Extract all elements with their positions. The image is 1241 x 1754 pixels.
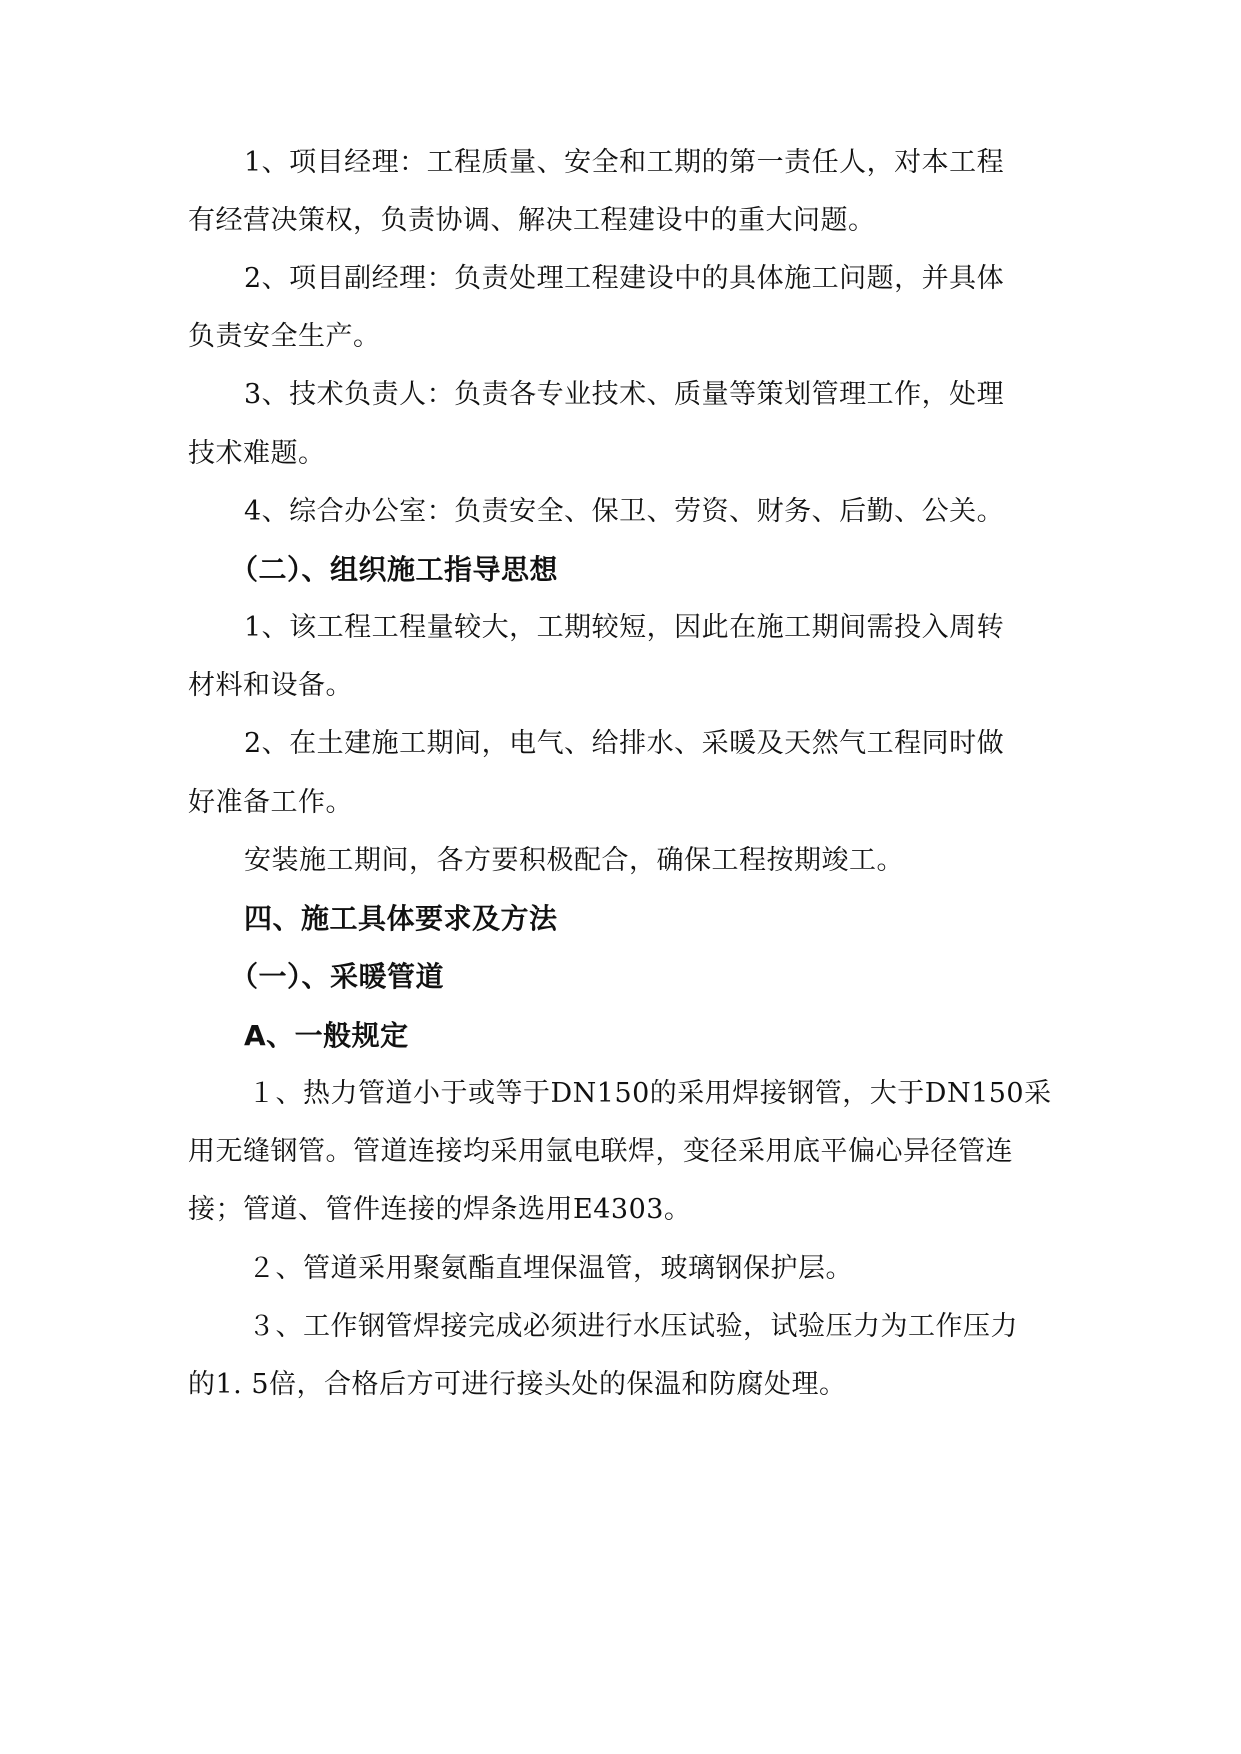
- paragraph-line: 安装施工期间，各方要积极配合，确保工程按期竣工。: [244, 845, 904, 876]
- section-heading: （二）、组织施工指导思想: [230, 553, 559, 586]
- paragraph-line: 的1. 5倍，合格后方可进行接头处的保温和防腐处理。: [188, 1369, 847, 1400]
- paragraph-line: 有经营决策权，负责协调、解决工程建设中的重大问题。: [188, 205, 876, 236]
- chapter-heading: 四、施工具体要求及方法: [244, 902, 558, 935]
- paragraph-line: １、热力管道小于或等于DN150的采用焊接钢管，大于DN150采: [248, 1078, 1052, 1109]
- paragraph-line: 材料和设备。: [188, 670, 353, 701]
- paragraph-line: 2、项目副经理：负责处理工程建设中的具体施工问题，并具体: [244, 263, 1005, 294]
- paragraph-line: 用无缝钢管。管道连接均采用氩电联焊，变径采用底平偏心异径管连: [188, 1136, 1013, 1167]
- paragraph-line: ３、工作钢管焊接完成必须进行水压试验，试验压力为工作压力: [248, 1311, 1018, 1342]
- paragraph-line: 技术难题。: [188, 438, 326, 469]
- paragraph-line: 1、该工程工程量较大，工期较短，因此在施工期间需投入周转: [244, 612, 1005, 643]
- paragraph-line: 接；管道、管件连接的焊条选用E4303。: [188, 1194, 692, 1225]
- paragraph-line: 1、项目经理：工程质量、安全和工期的第一责任人，对本工程: [244, 147, 1005, 178]
- paragraph-line: 好准备工作。: [188, 787, 353, 818]
- subsection-heading: A、一般规定: [244, 1019, 409, 1052]
- paragraph-line: 负责安全生产。: [188, 321, 381, 352]
- paragraph-line: ２、管道采用聚氨酯直埋保温管，玻璃钢保护层。: [248, 1253, 853, 1284]
- paragraph-line: 4、综合办公室：负责安全、保卫、劳资、财务、后勤、公关。: [244, 496, 1005, 527]
- section-heading: （一）、采暖管道: [230, 960, 445, 993]
- paragraph-line: 3、技术负责人：负责各专业技术、质量等策划管理工作，处理: [244, 379, 1005, 410]
- paragraph-line: 2、在土建施工期间，电气、给排水、采暖及天然气工程同时做: [244, 728, 1005, 759]
